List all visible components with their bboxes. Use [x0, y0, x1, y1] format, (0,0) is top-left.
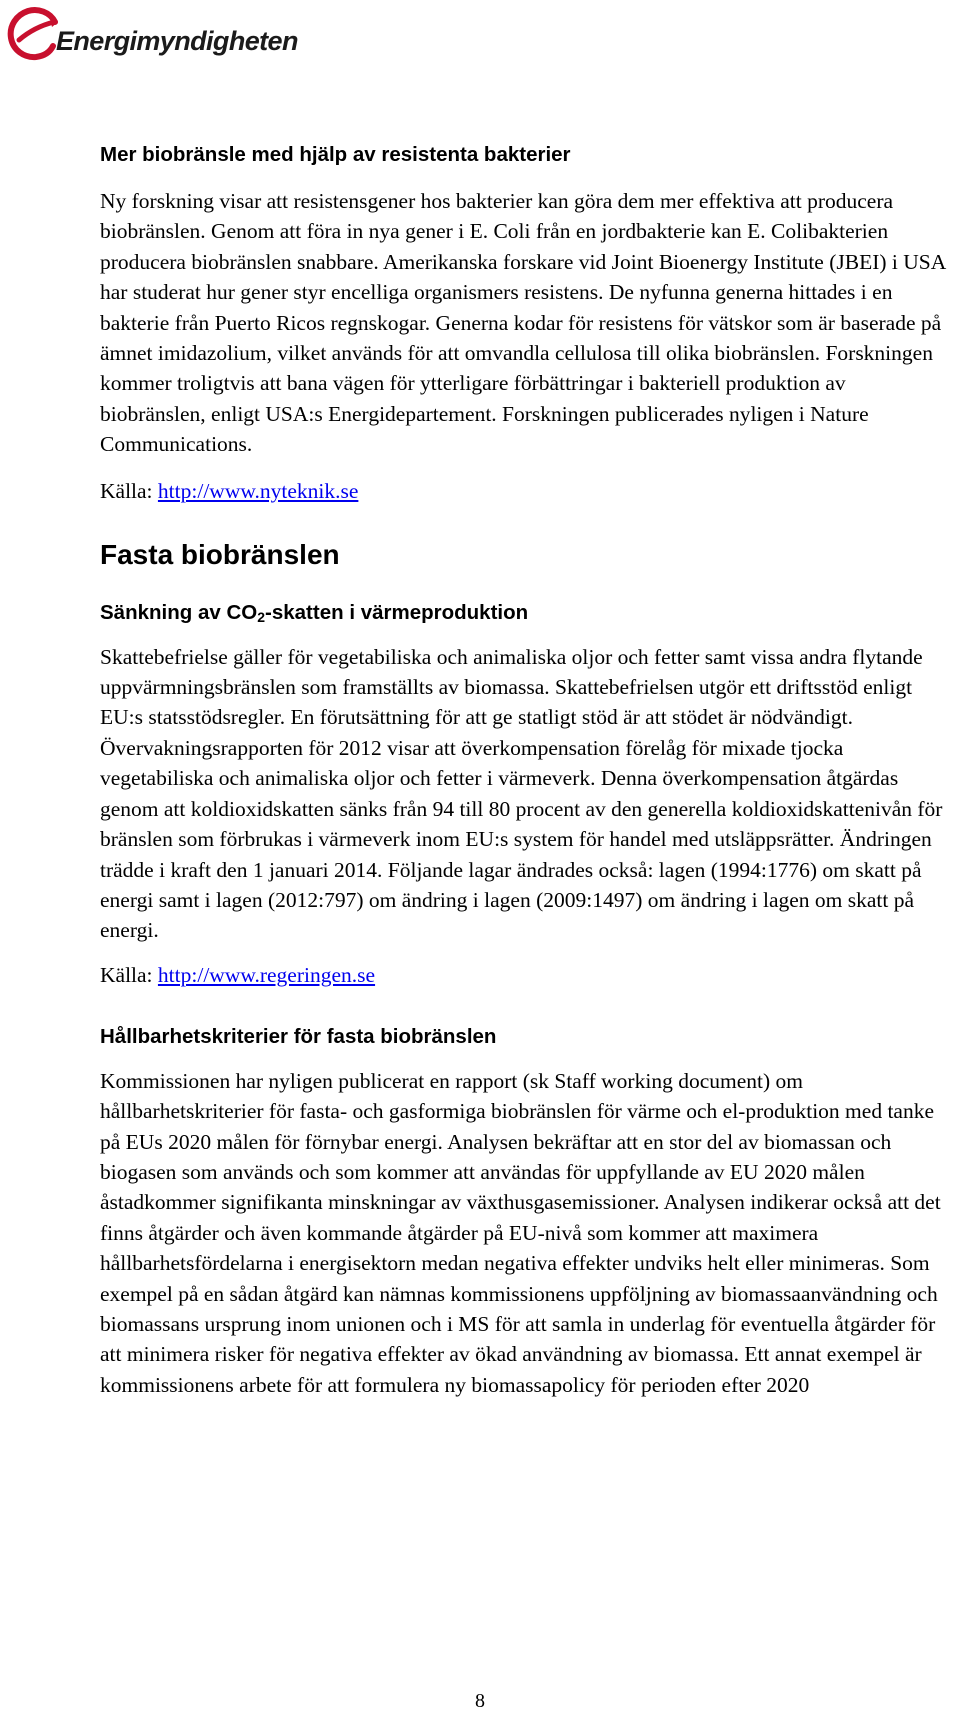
source-line — [100, 476, 952, 506]
section-title-fasta-biobranslen: Fasta biobränslen — [100, 538, 340, 570]
source-line — [100, 960, 952, 990]
co2-subscript: 2 — [257, 608, 266, 625]
article-title-biobransle-bakterier: Mer biobränsle med hjälp av resistenta bakterier — [100, 143, 571, 166]
source-label: Källa: — [100, 478, 153, 503]
article-body-hallbarhetskriterier: Kommissionen har nyligen publicerat en rapport (sk Staff working document) om hållbarhetskriterier för fasta- och gasformiga biobränslen för värme och el-produktion med tanke på EUs 2020 målen för förnybar energi. Analysen bekräftar att en stor del av biomassan och biogasen som används och som kommer att användas för uppfyllande av EU 2020 målen åstadkommer signifikanta minskningar av växthusgasemissioner. Analysen indikerar också att det finns åtgärder och även kommande åtgärder på EU-nivå som kommer att maximera hållbarhetsfördelarna i energisektorn medan negativa effekter undviks helt eller minimeras. Som exempel på en sådan åtgärd kan nämnas kommissionens uppföljning av biomassaanvändning och biomassans ursprung inom unionen och i MS för att samla in underlag för eventuella åtgärder för att minimera risker för negativa effekter av ökad användning av biomassa. Ett annat exempel är kommissionens arbete för att formulera ny biomassapolicy för perioden efter 2020 — [100, 1068, 941, 1397]
article-title-co2-skatten — [100, 600, 952, 626]
logo-text: Energimyndigheten — [56, 25, 298, 56]
co2-title-part2: -skatten i värmeproduktion — [265, 600, 529, 624]
article-body-co2-skatten: Skattebefrielse gäller för vegetabiliska och animaliska oljor och fetter samt vissa andra flytande uppvärmningsbränslen som framställts av biomassa. Skattebefrielsen utgör ett driftsstöd enligt EU:s statsstödsregler. En förutsättning för att ge statligt stöd är att stödet är nödvändigt. Övervakningsrapporten för 2012 visar att överkompensation förelåg för mixade tjocka vegetabiliska och animaliska oljor och fetter i värmeverk. Denna överkompensation åtgärdas genom att koldioxidskatten sänks från 94 till 80 procent av den generella koldioxidskattenivån för bränslen som förbrukas i värmeverk inom EU:s system för handel med utsläppsrätter. Ändringen trädde i kraft den 1 januari 2014. Följande lagar ändrades också: lagen (1994:1776) om skatt på energi samt i lagen (2012:797) om ändring i lagen (2009:1497) om ändring i lagen om skatt på energi. — [100, 644, 943, 943]
page-number: 8 — [475, 1690, 485, 1712]
header-logo — [6, 4, 298, 64]
co2-title-part1: Sänkning av CO — [100, 600, 258, 624]
page-content — [100, 136, 952, 1400]
source-label: Källa: — [100, 962, 153, 987]
article-body-biobransle-bakterier: Ny forskning visar att resistensgener hos bakterier kan göra dem mer effektiva att producera biobränslen. Genom att föra in nya gener i E. Coli från en jordbakterie kan E. Colibakterien producera biobränslen snabbare. Amerikanska forskare vid Joint Bioenergy Institute (JBEI) i USA har studerat hur gener styr encelliga organismers resistens. De nyfunna generna hittades i en bakterie från Puerto Ricos regnskogar. Generna kodar för resistens för vätskor som är baserade på ämnet imidazolium, vilket används för att omvandla cellulosa till olika biobränslen. Forskningen kommer troligtvis att bana vägen för ytterligare förbättringar i bakteriell produktion av biobränslen, enligt USA:s Energidepartement. Forskningen publicerades nyligen i Nature Communications. — [100, 189, 946, 457]
energimyndigheten-logo-icon — [6, 6, 62, 62]
article-title-hallbarhetskriterier: Hållbarhetskriterier för fasta biobränslen — [100, 1024, 497, 1048]
source-link-regeringen[interactable]: http://www.regeringen.se — [157, 962, 376, 987]
source-link-nyteknik[interactable]: http://www.nyteknik.se — [157, 478, 359, 503]
